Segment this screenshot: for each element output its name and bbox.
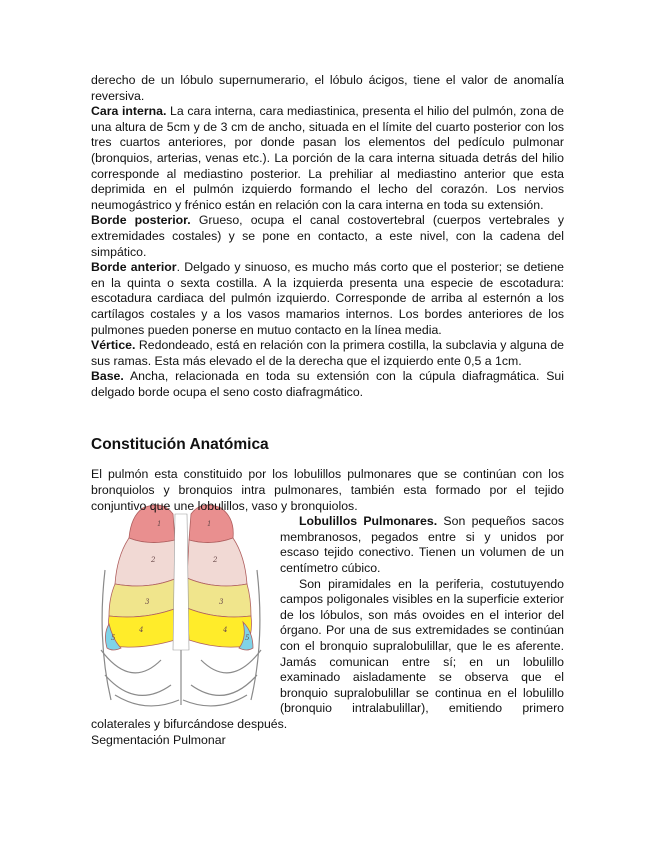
lobulillos-text: Son pequeños sacos membranosos, pegados entre si y unidos por escaso tejido conectivo. Tienen un volumen de un centímetro cúbico. (280, 514, 564, 576)
segment-label: 5 (111, 634, 116, 643)
lobulillos-label: Lobulillos Pulmonares. (299, 514, 438, 529)
left-lung (187, 505, 253, 650)
rib-line (115, 695, 179, 706)
segment-label: 1 (157, 520, 162, 529)
segment-label: 3 (219, 598, 224, 607)
borde-posterior-paragraph (91, 213, 564, 260)
vertice-text: Redondeado, está en relación con la primera costilla, la subclavia y alguna de sus ramas. Esta más elevado el de la derecha que el izquierdo ente 0,5 a 1cm. (91, 338, 564, 368)
cara-interna-label: Cara interna. (91, 104, 167, 119)
constitucion-paragraph: El pulmón esta constituido por los lobulillos pulmonares que se continúan con los bronquiolos y bronquios intra pulmonares, también esta formado por el tejido conjuntivo que une lobulillos, vaso y bronquiolos. (91, 467, 564, 513)
segment-label: 1 (207, 520, 212, 529)
vertice-paragraph (91, 338, 564, 369)
segment-label: 2 (151, 556, 156, 565)
base-paragraph (91, 369, 564, 400)
lung-segmentation-figure (91, 500, 271, 714)
segment-label: 4 (139, 626, 144, 635)
borde-anterior-text: . Delgado y sinuoso, es mucho más corto que el posterior; se detiene en la quinta o sexta costilla. A la izquierda presenta una especie de escotadura: escotadura cardiaca del pulmón izquierdo. Corresponde de arriba al esternón a los cartílagos costales y a los vasos mamarios internos. Los bordes anteriores de los pulmones pueden ponerse en mutuo contacto en la línea media. (91, 260, 564, 337)
rib-line (191, 675, 257, 695)
borde-posterior-label: Borde posterior. (91, 213, 191, 228)
rib-line (101, 650, 161, 673)
base-label: Base. (91, 369, 124, 384)
mediastinum (173, 514, 189, 650)
segment-label: 4 (223, 626, 228, 635)
rib-line (201, 650, 261, 673)
rib-line (183, 695, 247, 706)
right-upper-segment (115, 538, 177, 586)
constitucion-section (91, 467, 564, 748)
cara-interna-text: La cara interna, cara mediastinica, presenta el hilio del pulmón, zona de una altura de 5cm y de 3 cm de ancho, situada en el límite del cuarto posterior con los tres cuartos anteriores, por donde pasan los elementos del pedículo pulmonar (bronquios, arterias, venas etc.). La porción de la cara interna situada detrás del hilio corresponde al mediastino posterior. La prehiliar al mediastino anterior que esta deprimida en el pulmón izquierdo formando el lecho del corazón. Los nervios neumogástrico y frénico están en relación con la cara interna en toda su extensión. (91, 104, 564, 212)
segmentacion-label: Segmentación Pulmonar (91, 732, 226, 747)
borde-anterior-label: Borde anterior (91, 260, 177, 275)
vertice-label: Vértice. (91, 338, 136, 353)
segment-label: 3 (145, 598, 150, 607)
cara-interna-paragraph (91, 104, 564, 213)
segment-label: 5 (245, 634, 250, 643)
borde-anterior-paragraph (91, 260, 564, 338)
rib-line (105, 675, 171, 695)
section-heading: Constitución Anatómica (91, 436, 269, 454)
piramidales-paragraph: Son piramidales en la periferia, costutuyendo campos poligonales visibles en la superficie exterior de los lóbulos, son más ovoides en el interior del órgano. Por una de sus extremidades se continúan con el bronquio supralobulillar, que le es aferente. Jamás comunican entre sí; en un lobulillo examinado aisladamente se observa que el bronquio supralobulillar se continua en el lobulillo (bronquio intralabulillar), emitiendo primero colaterales y bifurcándose después. (91, 576, 564, 731)
borde-posterior-text: Grueso, ocupa el canal costovertebral (cuerpos vertebrales y extremidades costales) y se pone en contacto, a este nivel, con la cadena del simpático. (91, 213, 564, 259)
document-page (91, 73, 564, 748)
intro-paragraph: derecho de un lóbulo supernumerario, el lóbulo ácigos, tiene el valor de anomalía reversiva. (91, 73, 564, 103)
segment-label: 2 (213, 556, 218, 565)
base-text: Ancha, relacionada en toda su extensión con la cúpula diafragmática. Sui delgado borde ocupa el seno costo diafragmático. (91, 369, 564, 399)
